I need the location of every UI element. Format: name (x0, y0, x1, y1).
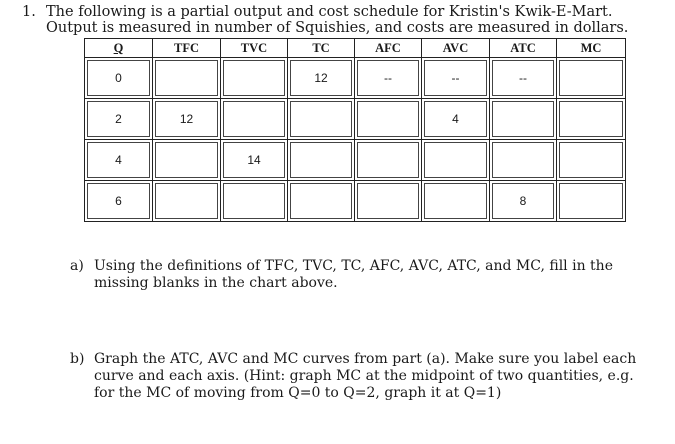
cell-tc (288, 181, 355, 222)
header-q: Q (85, 39, 153, 58)
cell-tvc: 14 (221, 140, 288, 181)
header-afc: AFC (355, 39, 422, 58)
header-avc: AVC (422, 39, 490, 58)
cell-avc: 4 (422, 99, 490, 140)
cell-mc (557, 181, 626, 222)
part-a-line-2: missing blanks in the chart above. (94, 275, 338, 291)
question-text-line-1: The following is a partial output and cost schedule for Kristin's Kwik-E-Mart. (46, 4, 613, 20)
header-tc: TC (288, 39, 355, 58)
cell-tfc (153, 140, 221, 181)
cell-tvc (221, 58, 288, 99)
table-row (85, 99, 626, 140)
header-mc: MC (557, 39, 626, 58)
cell-tc (288, 140, 355, 181)
part-a-text (94, 258, 613, 292)
table-row (85, 140, 626, 181)
header-atc: ATC (490, 39, 557, 58)
question-number: 1. (22, 4, 36, 20)
cell-atc (490, 140, 557, 181)
part-b-label: b) (70, 351, 85, 367)
cell-tvc (221, 181, 288, 222)
cell-q: 2 (85, 99, 153, 140)
cell-afc (355, 99, 422, 140)
cell-tfc: 12 (153, 99, 221, 140)
cell-afc: -- (355, 58, 422, 99)
cell-avc: -- (422, 58, 490, 99)
cell-tvc (221, 99, 288, 140)
cell-avc (422, 181, 490, 222)
cell-tfc (153, 58, 221, 99)
cell-mc (557, 58, 626, 99)
part-b-line-2: curve and each axis. (Hint: graph MC at the midpoint of two quantities, e.g. (94, 368, 634, 384)
cell-q: 0 (85, 58, 153, 99)
part-a-line-1: Using the definitions of TFC, TVC, TC, AFC, AVC, ATC, and MC, fill in the (94, 258, 613, 274)
table-row (85, 58, 626, 99)
part-b-line-3: for the MC of moving from Q=0 to Q=2, graph it at Q=1) (94, 385, 502, 401)
cell-tc: 12 (288, 58, 355, 99)
table-header-row (85, 39, 626, 58)
cell-atc: 8 (490, 181, 557, 222)
cell-atc (490, 99, 557, 140)
part-b-line-1: Graph the ATC, AVC and MC curves from part (a). Make sure you label each (94, 351, 637, 367)
table-row (85, 181, 626, 222)
part-b-text (94, 351, 636, 402)
part-a-label: a) (70, 258, 84, 274)
cell-mc (557, 99, 626, 140)
cell-avc (422, 140, 490, 181)
cell-tc (288, 99, 355, 140)
cost-schedule-table (84, 38, 626, 222)
cell-q: 4 (85, 140, 153, 181)
header-tfc: TFC (153, 39, 221, 58)
cell-afc (355, 140, 422, 181)
cell-afc (355, 181, 422, 222)
cell-mc (557, 140, 626, 181)
cell-atc: -- (490, 58, 557, 99)
header-tvc: TVC (221, 39, 288, 58)
cell-tfc (153, 181, 221, 222)
question-text-line-2: Output is measured in number of Squishies, and costs are measured in dollars. (46, 20, 629, 36)
cell-q: 6 (85, 181, 153, 222)
